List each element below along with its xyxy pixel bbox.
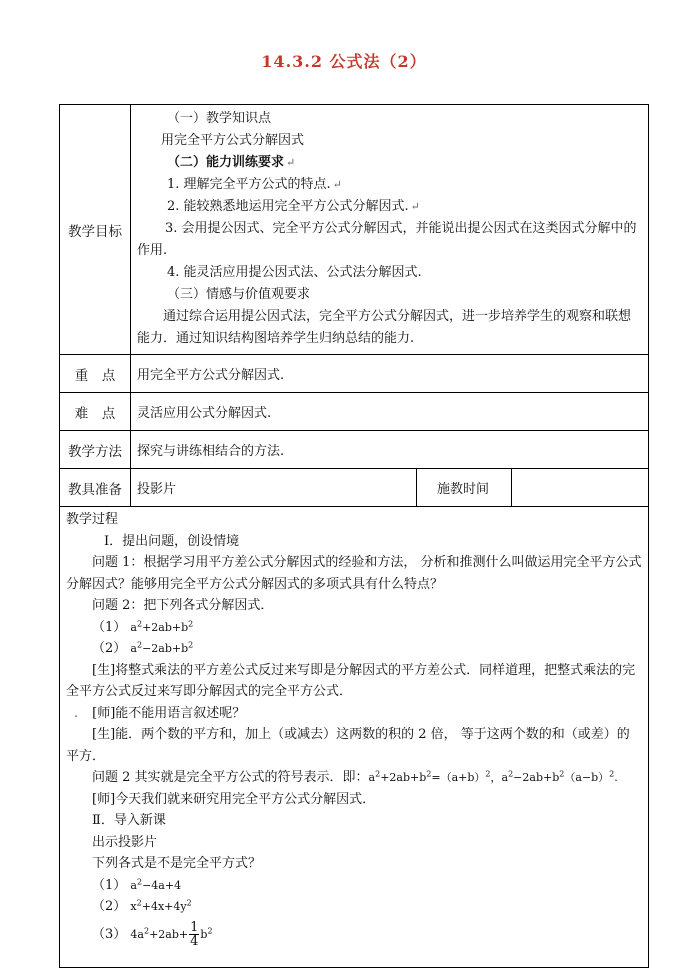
note-text: 问题 2 其实就是完全平方公式的符号表示．即： — [92, 770, 369, 785]
item-number: （3） — [92, 926, 127, 942]
teacher-statement: [师]今天我们就来研究用完全平方公式分解因式． — [92, 791, 376, 807]
difficulty-label: 难 点 — [60, 393, 131, 431]
equipment-value: 投影片 — [131, 469, 417, 507]
exercise-item — [66, 875, 642, 897]
section-heading: Ⅱ．导入新课 — [92, 813, 166, 828]
time-value — [512, 469, 649, 507]
objective-line: 用完全平方公式分解因式 — [161, 133, 305, 148]
objective-line: 1. 理解完全平方公式的特点. — [167, 177, 331, 192]
paragraph-mark: ↵ — [332, 178, 342, 191]
bullet-dot: . — [74, 705, 79, 721]
objective-line: （二）能力训练要求 — [167, 155, 285, 170]
key-point-value: 用完全平方公式分解因式. — [131, 355, 649, 393]
question-2: 问题 2：把下列各式分解因式． — [92, 598, 274, 613]
objective-line: 4. 能灵活应用提公因式法、公式法分解因式. — [167, 265, 422, 280]
formula-note — [66, 767, 642, 789]
formula: $4a^2+2ab+$ $\frac{1}{4}$ $b^2$ — [130, 920, 213, 949]
method-row — [60, 431, 649, 469]
student-answer: [生]将整式乘法的平方差公式反过来写即是分解因式的平方差公式．同样道理，把整式乘法的完全平方公式反过来写即分解因式的完全平方公式． — [66, 662, 636, 699]
process-row — [60, 507, 649, 968]
student-answer: [生]能．两个数的平方和，加上（或减去）这两数的积的 2 倍， 等于这两个数的和（或差）的平方． — [66, 727, 630, 764]
exercise-item — [66, 896, 642, 918]
objectives-row — [60, 105, 649, 355]
item-number: （2） — [92, 899, 127, 914]
question-2-item — [66, 638, 642, 660]
time-label: 施教时间 — [417, 469, 512, 507]
objective-line: （一）教学知识点 — [167, 111, 272, 126]
objectives-label: 教学目标 — [60, 105, 131, 355]
item-number: （1） — [92, 877, 127, 893]
formula: $a^2-4a+4$ — [130, 876, 182, 892]
difficulty-value: 灵活应用公式分解因式. — [131, 393, 649, 431]
objective-line: 通过综合运用提公因式法，完全平方公式分解因式，进一步培养学生的观察和联想能力．通过知识结构图培养学生归纳总结的能力. — [137, 309, 632, 346]
objective-line: 2. 能较熟悉地运用完全平方公式分解因式. — [167, 199, 409, 214]
objective-line: （三）情感与价值观要求 — [167, 287, 311, 302]
objective-line: 3. 会用提公因式、完全平方公式分解因式，并能说出提公因式在这类因式分解中的作用. — [137, 221, 637, 258]
paragraph-mark: ↵ — [286, 156, 296, 169]
key-point-label: 重 点 — [60, 355, 131, 393]
paragraph-mark: ↵ — [410, 200, 420, 213]
lesson-plan-table — [59, 104, 649, 968]
difficulty-row — [60, 393, 649, 431]
formula: $a^2-2ab+b^2$ — [130, 640, 194, 655]
objectives-content — [131, 105, 649, 355]
item-number: （1） — [92, 619, 127, 635]
formula: $a^2+2ab+b^2$ — [130, 618, 194, 634]
formula: $x^2+4x+4y^2$ — [130, 898, 192, 913]
section-heading: Ⅰ．提出问题，创设情境 — [104, 533, 240, 549]
formula: $a^2+2ab+b^2=(a+b)^2$，$a^2-2ab+b^2(a-b)^2$. — [368, 769, 618, 784]
question-1: 问题 1：根据学习用平方差公式分解因式的经验和方法， 分析和推测什么叫做运用完全平方公式分解因式？能够用完全平方公式分解因式的多项式具有什么特点？ — [66, 555, 642, 592]
item-number: （2） — [92, 641, 127, 656]
method-label: 教学方法 — [60, 431, 131, 469]
question-2-item — [66, 617, 642, 639]
method-value: 探究与讲练相结合的方法. — [131, 431, 649, 469]
process-heading: 教学过程 — [66, 512, 119, 527]
equipment-label: 教具准备 — [60, 469, 131, 507]
key-point-row — [60, 355, 649, 393]
page-title: 14.3.2 公式法（2） — [261, 52, 427, 71]
exercise-item — [66, 918, 642, 952]
equipment-row — [60, 469, 649, 507]
show-slide: 出示投影片 — [92, 834, 158, 850]
exercise-question: 下列各式是不是完全平方式？ — [92, 856, 262, 871]
process-content — [60, 507, 649, 968]
teacher-question: [师]能不能用语言叙述呢？ — [92, 705, 246, 721]
